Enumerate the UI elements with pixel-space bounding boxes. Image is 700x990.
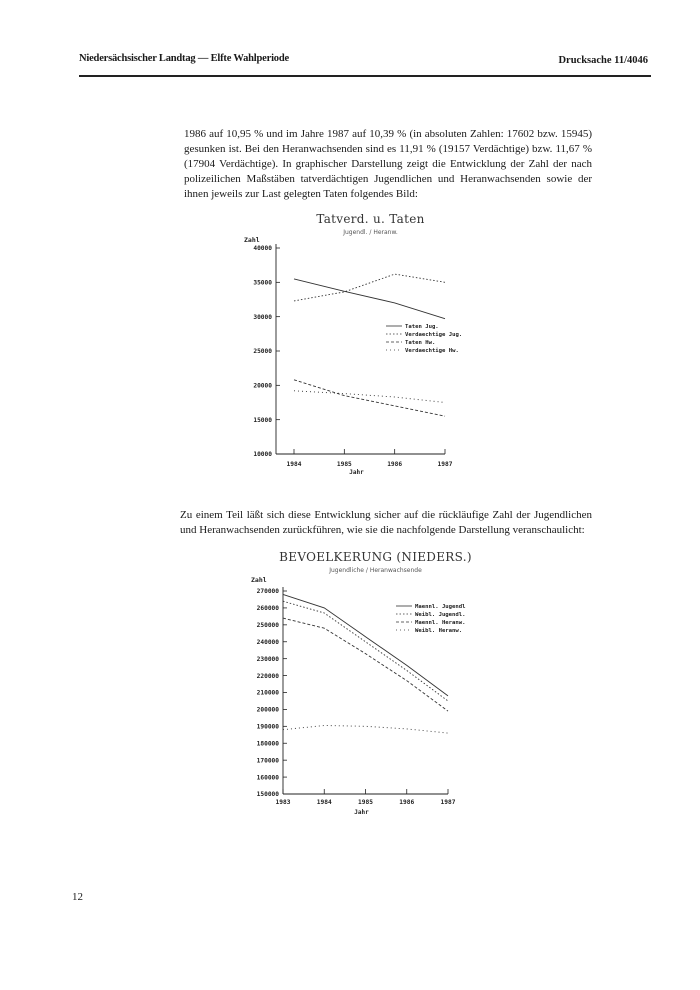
x-tick-label: 1987 bbox=[437, 461, 453, 468]
header-title: Niedersächsischer Landtag — Elfte Wahlperiode bbox=[79, 53, 289, 64]
y-tick-label: 10000 bbox=[253, 451, 272, 459]
y-tick-label: 260000 bbox=[256, 605, 279, 613]
x-tick-label: 1986 bbox=[387, 461, 403, 468]
legend-label: Weibl. Jugendl. bbox=[415, 612, 466, 618]
series-line-3 bbox=[294, 380, 445, 416]
x-tick-label: 1983 bbox=[275, 799, 291, 806]
legend-label: Verdaechtige Hw. bbox=[405, 348, 459, 354]
y-tick-label: 240000 bbox=[256, 638, 279, 646]
chart-tatverdaechtige bbox=[240, 208, 510, 490]
chart-subtitle: Jugendl. / Heranw. bbox=[343, 229, 398, 236]
x-tick-label: 1984 bbox=[316, 799, 332, 806]
y-axis-label: Zahl bbox=[244, 236, 260, 244]
series-line-1 bbox=[294, 279, 445, 319]
y-axis-label: Zahl bbox=[251, 576, 267, 584]
y-tick-label: 220000 bbox=[256, 672, 279, 680]
x-axis-label: Jahr bbox=[349, 469, 364, 476]
legend-label: Verdaechtige Jug. bbox=[405, 332, 463, 338]
chart-subtitle: Jugendliche / Heranwachsende bbox=[329, 567, 422, 574]
legend-label: Maennl. Heranw. bbox=[415, 620, 466, 626]
legend-label: Taten Hw. bbox=[405, 340, 436, 346]
y-tick-label: 270000 bbox=[256, 588, 279, 596]
y-tick-label: 15000 bbox=[253, 416, 272, 424]
y-tick-label: 35000 bbox=[253, 279, 272, 287]
y-tick-label: 230000 bbox=[256, 655, 279, 663]
y-tick-label: 200000 bbox=[256, 706, 279, 714]
y-tick-label: 25000 bbox=[253, 348, 272, 356]
y-tick-label: 250000 bbox=[256, 622, 279, 630]
chart-bevoelkerung bbox=[238, 548, 500, 826]
page-number: 12 bbox=[72, 891, 83, 903]
x-tick-label: 1985 bbox=[336, 461, 352, 468]
document-number: Drucksache 11/4046 bbox=[558, 55, 648, 66]
chart-title: BEVOELKERUNG (NIEDERS.) bbox=[279, 550, 472, 564]
legend-label: Weibl. Heranw. bbox=[415, 628, 463, 634]
y-tick-label: 20000 bbox=[253, 382, 272, 390]
series-line-4 bbox=[294, 391, 445, 403]
y-tick-label: 170000 bbox=[256, 757, 279, 765]
y-tick-label: 150000 bbox=[256, 791, 279, 799]
y-tick-label: 40000 bbox=[253, 245, 272, 253]
chart-title: Tatverd. u. Taten bbox=[316, 212, 425, 226]
x-tick-label: 1987 bbox=[440, 799, 456, 806]
y-tick-label: 30000 bbox=[253, 313, 272, 321]
x-tick-label: 1985 bbox=[358, 799, 373, 806]
y-tick-label: 160000 bbox=[256, 774, 279, 782]
series-line-4 bbox=[283, 726, 448, 734]
population-paragraph: Zu einem Teil läßt sich diese Entwicklung sicher auf die rückläufige Zahl der Jugendlichen und Heranwachsenden zurückführen, wie sie die nachfolgende Darstellung veranschaulicht: bbox=[180, 509, 592, 536]
x-tick-label: 1986 bbox=[399, 799, 415, 806]
y-tick-label: 210000 bbox=[256, 689, 279, 697]
x-axis-label: Jahr bbox=[354, 809, 369, 816]
y-tick-label: 180000 bbox=[256, 740, 279, 748]
x-tick-label: 1984 bbox=[286, 461, 302, 468]
y-tick-label: 190000 bbox=[256, 723, 279, 731]
legend-label: Maennl. Jugendl bbox=[415, 604, 466, 610]
intro-paragraph: 1986 auf 10,95 % und im Jahre 1987 auf 10,39 % (in absoluten Zahlen: 17602 bzw. 15945) gesunken ist. Bei den Heranwachsenden sind es 11,91 % (19157 Verdächtige) bzw. 11,67 % (17904 Verdächtige). In graphischer Darstellung zeigt die Entwicklung der Zahl der nach polizeilichen Maßstäben tatverdächtigen Jugendlichen und Heranwachsenden sowie der ihnen jeweils zur Last gelegten Taten folgendes Bild: bbox=[184, 128, 592, 200]
legend-label: Taten Jug. bbox=[405, 324, 439, 330]
header-rule bbox=[79, 75, 651, 77]
